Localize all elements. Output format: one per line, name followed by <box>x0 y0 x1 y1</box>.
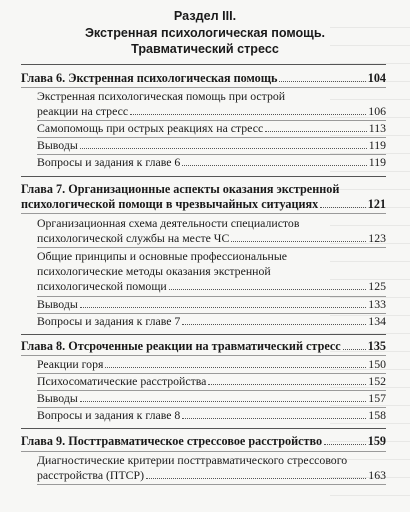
item-page: 152 <box>368 374 386 388</box>
chapter-7-title-line-2: психологической помощи в чрезвычайных ситуациях <box>21 197 319 211</box>
item-text-line: Общие принципы и основные профессиональные <box>37 249 288 263</box>
leader-dots <box>105 367 366 368</box>
item-text-line: Выводы <box>37 391 78 405</box>
chapter-7-title-line-1: Глава 7. Организационные аспекты оказания экстренной <box>21 182 340 196</box>
chapter-6-item-3[interactable] <box>21 138 386 153</box>
chapter-7-item-1[interactable] <box>21 216 386 246</box>
leader-dots <box>80 401 367 402</box>
item-text-line: Организационная схема деятельности специалистов <box>37 216 300 230</box>
leader-dots <box>146 478 366 479</box>
divider <box>37 484 386 485</box>
chapter-8-title: Глава 8. Отсроченные реакции на травматический стресс <box>21 339 341 353</box>
divider <box>21 355 386 356</box>
divider <box>21 213 386 214</box>
chapter-7-item-3[interactable] <box>21 297 386 312</box>
chapter-8-item-3[interactable] <box>21 391 386 406</box>
chapter-8-page: 135 <box>367 339 386 353</box>
item-text-line: Вопросы и задания к главе 7 <box>37 314 181 328</box>
section-title-line-2: Травматический стресс <box>131 42 279 56</box>
leader-dots <box>208 384 366 385</box>
section-number: Раздел III. <box>173 9 237 23</box>
item-text-line: Вопросы и задания к главе 8 <box>37 408 181 422</box>
item-text-line: реакции на стресс <box>37 104 129 118</box>
item-text-line: психологической службы на месте ЧС <box>37 231 230 245</box>
item-page: 134 <box>368 314 386 328</box>
chapter-7-page: 121 <box>367 197 386 211</box>
item-text-line: расстройства (ПТСР) <box>37 468 145 482</box>
item-page: 133 <box>368 297 386 311</box>
item-text-line: Самопомощь при острых реакциях на стресс <box>37 121 264 135</box>
item-page: 150 <box>368 357 386 371</box>
chapter-divider <box>21 334 386 335</box>
item-page: 163 <box>368 468 386 482</box>
chapter-6-page: 104 <box>367 71 386 85</box>
leader-dots <box>182 324 366 325</box>
item-page: 123 <box>368 231 386 245</box>
chapter-8-item-4[interactable] <box>21 408 386 423</box>
leader-dots <box>169 289 367 290</box>
item-text-line: психологические методы оказания экстренной <box>37 264 271 278</box>
leader-dots <box>80 307 367 308</box>
chapter-divider <box>21 176 386 177</box>
chapter-9-title: Глава 9. Посттравматическое стрессовое расстройство <box>21 434 323 448</box>
chapter-6-entry[interactable] <box>21 71 386 86</box>
leader-dots <box>231 241 366 242</box>
item-text-line: Выводы <box>37 297 78 311</box>
item-page: 158 <box>368 408 386 422</box>
chapter-7-item-4[interactable] <box>21 314 386 329</box>
chapter-8-item-2[interactable] <box>21 374 386 389</box>
section-title-line-1: Экстренная психологическая помощь. <box>84 26 326 40</box>
item-text-line: психологической помощи <box>37 279 167 293</box>
leader-dots <box>130 114 366 115</box>
leader-dots <box>80 148 367 149</box>
item-text-line: Экстренная психологическая помощь при острой <box>37 89 286 103</box>
chapter-7-item-2[interactable] <box>21 249 386 294</box>
leader-dots <box>320 207 366 208</box>
chapter-6-item-1[interactable] <box>21 89 386 119</box>
chapter-9-item-1[interactable] <box>21 453 386 483</box>
item-text-line: Диагностические критерии посттравматического стрессового <box>37 453 348 467</box>
item-page: 113 <box>368 121 386 135</box>
divider <box>21 87 386 88</box>
leader-dots <box>265 131 367 132</box>
leader-dots <box>279 81 365 82</box>
chapter-divider <box>21 428 386 429</box>
divider <box>37 247 386 248</box>
chapter-6-item-2[interactable] <box>21 121 386 136</box>
divider <box>21 451 386 452</box>
chapter-9-page: 159 <box>367 434 386 448</box>
item-text-line: Психосоматические расстройства <box>37 374 207 388</box>
chapter-8-item-1[interactable] <box>21 357 386 372</box>
item-page: 119 <box>368 155 386 169</box>
item-text-line: Выводы <box>37 138 78 152</box>
chapter-6-item-4[interactable] <box>21 155 386 170</box>
leader-dots <box>324 444 366 445</box>
leader-dots <box>182 418 366 419</box>
section-divider <box>21 64 386 65</box>
item-page: 125 <box>368 279 386 293</box>
item-text-line: Вопросы и задания к главе 6 <box>37 155 181 169</box>
chapter-9-entry[interactable] <box>21 434 386 449</box>
item-text-line: Реакции горя <box>37 357 104 371</box>
chapter-8-entry[interactable] <box>21 339 386 354</box>
item-page: 157 <box>368 391 386 405</box>
item-page: 106 <box>368 104 386 118</box>
chapter-6-title: Глава 6. Экстренная психологическая помощь <box>21 71 278 85</box>
leader-dots <box>343 349 366 350</box>
item-page: 119 <box>368 138 386 152</box>
leader-dots <box>182 165 366 166</box>
chapter-7-entry[interactable] <box>21 182 386 212</box>
